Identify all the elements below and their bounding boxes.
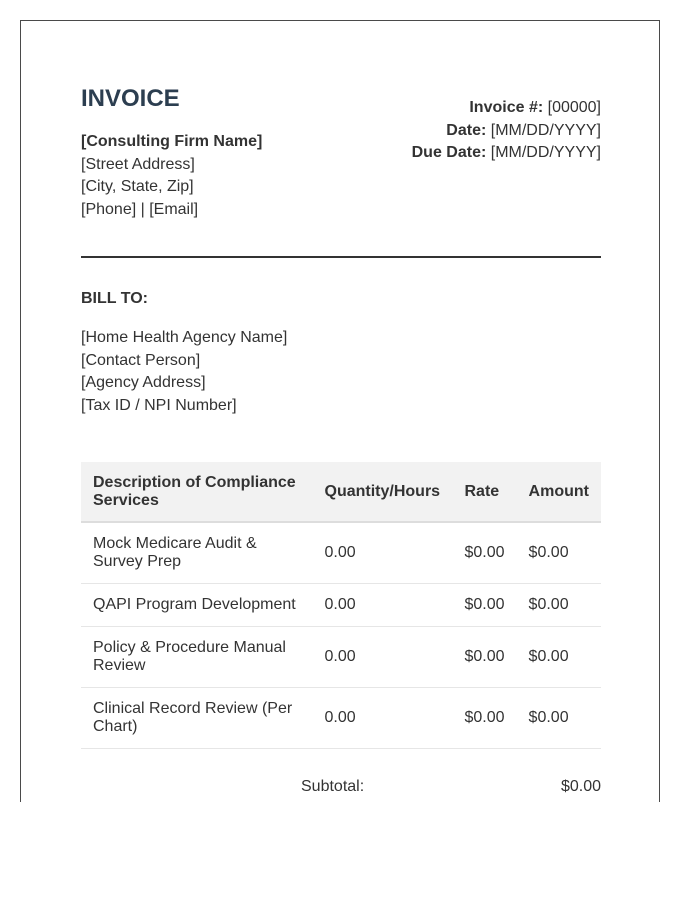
table-header-row bbox=[81, 462, 601, 522]
row-rate: $0.00 bbox=[453, 584, 517, 627]
bill-to-title: BILL TO: bbox=[81, 290, 148, 307]
due-date-line bbox=[412, 142, 601, 165]
invoice-meta bbox=[412, 97, 601, 165]
bill-to-address: [Agency Address] bbox=[81, 374, 206, 391]
header-rate: Rate bbox=[453, 462, 517, 522]
header-description: Description of Compliance Services bbox=[81, 462, 313, 522]
invoice-number-value: [00000] bbox=[543, 99, 601, 116]
invoice-date-label: Date: bbox=[446, 121, 487, 139]
table-row bbox=[81, 584, 601, 627]
invoice-number-line bbox=[412, 97, 601, 120]
row-description: Mock Medicare Audit & Survey Prep bbox=[81, 522, 313, 584]
firm-info bbox=[81, 131, 262, 221]
row-amount: $0.00 bbox=[517, 584, 601, 627]
invoice-date-value: [MM/DD/YYYY] bbox=[486, 121, 601, 139]
header-quantity: Quantity/Hours bbox=[313, 462, 453, 522]
bill-to-tax-id: [Tax ID / NPI Number] bbox=[81, 396, 237, 414]
row-amount: $0.00 bbox=[517, 522, 601, 584]
table-row bbox=[81, 627, 601, 688]
row-amount: $0.00 bbox=[517, 627, 601, 688]
invoice-date-line bbox=[412, 120, 601, 143]
subtotal-label: Subtotal: bbox=[301, 778, 365, 795]
subtotal-value: $0.00 bbox=[560, 778, 601, 795]
table-row bbox=[81, 522, 601, 584]
invoice-title: INVOICE bbox=[81, 85, 180, 112]
firm-street: [Street Address] bbox=[81, 155, 195, 173]
invoice-number-label: Invoice #: bbox=[469, 99, 544, 116]
bill-to-info bbox=[81, 327, 287, 417]
invoice-page bbox=[20, 20, 660, 802]
services-table bbox=[81, 462, 601, 749]
row-description: Clinical Record Review (Per Chart) bbox=[81, 688, 313, 749]
header-amount: Amount bbox=[517, 462, 601, 522]
row-quantity: 0.00 bbox=[313, 627, 453, 688]
row-rate: $0.00 bbox=[453, 688, 517, 749]
firm-city: [City, State, Zip] bbox=[81, 178, 194, 195]
row-quantity: 0.00 bbox=[313, 522, 453, 584]
header-divider bbox=[81, 256, 601, 258]
bill-to-contact: [Contact Person] bbox=[81, 351, 201, 369]
row-amount: $0.00 bbox=[517, 688, 601, 749]
row-description: QAPI Program Development bbox=[81, 584, 313, 627]
firm-contact: [Phone] | [Email] bbox=[81, 200, 199, 218]
due-date-value: [MM/DD/YYYY] bbox=[486, 144, 601, 161]
row-rate: $0.00 bbox=[453, 627, 517, 688]
table-row bbox=[81, 688, 601, 749]
firm-name: [Consulting Firm Name] bbox=[81, 133, 263, 150]
due-date-label: Due Date: bbox=[411, 144, 487, 161]
row-quantity: 0.00 bbox=[313, 688, 453, 749]
row-description: Policy & Procedure Manual Review bbox=[81, 627, 313, 688]
row-quantity: 0.00 bbox=[313, 584, 453, 627]
row-rate: $0.00 bbox=[453, 522, 517, 584]
bill-to-agency: [Home Health Agency Name] bbox=[81, 329, 288, 346]
